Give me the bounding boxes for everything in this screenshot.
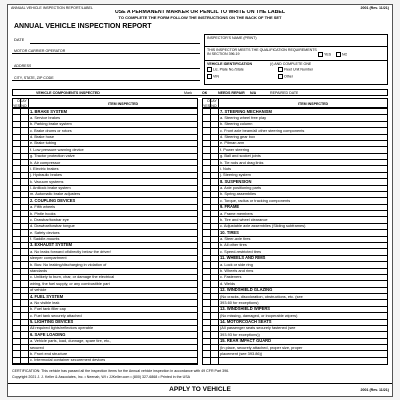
section-heading: 8. SUSPENSION: [220, 178, 252, 184]
mark-cell-no[interactable]: [21, 166, 28, 172]
mark-cell-yes[interactable]: [203, 166, 210, 172]
mark-cell-yes[interactable]: [203, 249, 210, 255]
mark-cell-no[interactable]: [21, 300, 28, 306]
inspection-item: 393.93 for exceptions)): [220, 331, 260, 337]
mark-cell-no[interactable]: [211, 249, 218, 255]
mark-cell-no[interactable]: [211, 345, 218, 351]
inspection-item: standards: [30, 268, 48, 273]
motor-carrier-label: MOTOR CARRIER OPERATOR: [14, 49, 66, 53]
mark-cell-no[interactable]: [211, 115, 218, 121]
mark-cell-no[interactable]: [21, 262, 28, 268]
mark-cell-yes[interactable]: [203, 236, 210, 242]
mark-cell-yes[interactable]: [203, 300, 210, 306]
right-table-header: [202, 98, 388, 108]
mark-cell-yes[interactable]: [203, 128, 210, 134]
inspection-item: b. Pintle hooks: [30, 210, 56, 216]
apply-bar: [8, 383, 392, 397]
section-heading: 1. BRAKE SYSTEM: [30, 108, 68, 114]
mark-cell-yes[interactable]: [13, 357, 20, 363]
mark-cell-yes[interactable]: [13, 223, 20, 229]
option-other[interactable]: [278, 74, 293, 79]
mark-cell-no[interactable]: [21, 325, 28, 331]
inspection-item: i. Electric brakes: [30, 165, 59, 171]
option-vin-label: VIN: [213, 74, 219, 79]
inspection-item: wiring, the fuel supply, or any combustible part: [30, 280, 110, 286]
mark-cell-yes[interactable]: [13, 147, 20, 153]
section-heading: 11. WHEELS AND RIMS: [220, 255, 266, 261]
right-item-head: ITEM INSPECTED: [298, 102, 329, 106]
inspection-item: f. Power steering: [220, 146, 250, 152]
mark-cell-yes[interactable]: [13, 313, 20, 319]
mark-cell-no[interactable]: [211, 198, 218, 204]
right-ok-head: OKAY: [207, 98, 217, 103]
components-label: VEHICLE COMPONENTS INSPECTED: [36, 90, 100, 95]
mark-cell-no[interactable]: [21, 179, 28, 185]
inspection-item: g. Tractor protection valve: [30, 153, 75, 159]
mark-cell-no[interactable]: [211, 351, 218, 357]
inspection-item: k. Vacuum systems: [30, 178, 64, 184]
mark-cell-yes[interactable]: [13, 121, 20, 127]
inspection-item: c. Brake drums or rotors: [30, 127, 72, 133]
mark-cell-no[interactable]: [21, 357, 28, 363]
qualification-yes[interactable]: [318, 52, 331, 57]
mark-cell-yes[interactable]: [203, 268, 210, 274]
mark-cell-yes[interactable]: [203, 274, 210, 280]
mark-cell-no[interactable]: [211, 217, 218, 223]
inspection-item: (All passenger seats securely fastened (see: [220, 325, 296, 331]
form-title: ANNUAL VEHICLE INSPECTION REPORT: [14, 23, 152, 30]
inspection-item: h. Air compressor: [30, 159, 61, 165]
mark-cell-no[interactable]: [21, 345, 28, 351]
mark-cell-yes[interactable]: [13, 128, 20, 134]
option-plate-label: Lic. Plate No./State: [213, 67, 244, 72]
mark-cell-no[interactable]: [211, 172, 218, 178]
inspection-item: c. Speed-restricted tires: [220, 248, 262, 254]
mark-cell-yes[interactable]: [203, 294, 210, 300]
mark-cell-yes[interactable]: [203, 242, 210, 248]
section-heading: 7. STEERING MECHANISM: [220, 108, 272, 114]
mark-cell-no[interactable]: [211, 281, 218, 287]
mark-cell-no[interactable]: [211, 134, 218, 140]
inspection-item: (No missing, damaged, or inoperable wipers): [220, 312, 298, 318]
mark-cell-no[interactable]: [21, 287, 28, 293]
mark-cell-yes[interactable]: [13, 230, 20, 236]
mark-cell-no[interactable]: [21, 121, 28, 127]
mark-cell-no[interactable]: [21, 313, 28, 319]
mark-cell-no[interactable]: [21, 338, 28, 344]
mark-cell-yes[interactable]: [13, 345, 20, 351]
mark-cell-no[interactable]: [21, 217, 28, 223]
section-heading: 4. FUEL SYSTEM: [30, 293, 64, 299]
mark-cell-yes[interactable]: [203, 147, 210, 153]
inspection-item: c. Fasteners: [220, 274, 242, 280]
mark-cell-no[interactable]: [211, 274, 218, 280]
date-field[interactable]: [30, 43, 200, 44]
inspection-item: l. Antilock brake system: [30, 185, 71, 191]
section-heading: 13. WINDSHIELD WIPERS: [220, 306, 271, 312]
mark-cell-no[interactable]: [211, 223, 218, 229]
mark-cell-yes[interactable]: [13, 255, 20, 261]
mark-cell-yes[interactable]: [13, 274, 20, 280]
inspection-item: placement (see 393.86)): [220, 350, 263, 356]
no-label: NO: [21, 103, 27, 108]
inspection-item: e. Safety devices: [30, 229, 60, 235]
mark-cell-no[interactable]: [211, 166, 218, 172]
inspection-item: d. Steering gear box: [220, 134, 256, 140]
inspection-item: e. Pitman arm: [220, 140, 245, 146]
vehicle-id-label: VEHICLE IDENTIFICATION: [207, 62, 253, 66]
yes-label: YES: [13, 103, 21, 108]
left-table-header: [12, 98, 198, 108]
mark-cell-yes[interactable]: [203, 351, 210, 357]
section-heading: 10. TIRES: [220, 229, 239, 235]
inspection-item: d. Drawbar/towbar tongue: [30, 223, 75, 229]
vehicle-id-hint: (/) AND COMPLETE ONE: [270, 62, 312, 66]
mark-cell-yes[interactable]: [203, 281, 210, 287]
inspection-item: sleeper compartment: [30, 255, 67, 261]
mark-cell-no[interactable]: [21, 191, 28, 197]
inspection-form: [7, 4, 393, 397]
mark-cell-no[interactable]: [211, 242, 218, 248]
mark-cell-yes[interactable]: [203, 217, 210, 223]
inspection-item: a. Steering wheel free play: [220, 114, 267, 120]
mark-cell-yes[interactable]: [13, 166, 20, 172]
mark-cell-yes[interactable]: [13, 338, 20, 344]
section-heading: 5. LIGHTING DEVICES: [30, 319, 74, 325]
left-ok-head: OKAY: [17, 98, 27, 103]
mark-cell-yes[interactable]: [13, 153, 20, 159]
mark-cell-no[interactable]: [21, 115, 28, 121]
no-label: NO: [342, 52, 348, 57]
inspection-item: secured: [30, 344, 44, 350]
mark-cell-yes[interactable]: [203, 185, 210, 191]
inspection-item: e. Brake tubing: [30, 140, 57, 146]
mark-cell-yes[interactable]: [203, 121, 210, 127]
inspection-item: All required lights/reflectors operable: [30, 325, 94, 331]
mark-cell-yes[interactable]: [203, 140, 210, 146]
inspection-item: j. Hydraulic brakes: [30, 172, 63, 178]
mark-cell-no[interactable]: [21, 274, 28, 280]
mark-cell-no[interactable]: [211, 128, 218, 134]
mark-cell-no[interactable]: [21, 134, 28, 140]
checkbox-icon: [207, 74, 212, 79]
mark-cell-no[interactable]: [21, 172, 28, 178]
inspection-item: b. All other tires: [220, 242, 247, 248]
legend-na: N/A: [250, 90, 257, 95]
mark-cell-no[interactable]: [21, 147, 28, 153]
inspector-name-field[interactable]: [204, 46, 388, 47]
mark-cell-yes[interactable]: [13, 351, 20, 357]
mark-cell-yes[interactable]: [203, 172, 210, 178]
option-other-label: Other: [284, 74, 293, 79]
mark-cell-no[interactable]: [211, 325, 218, 331]
mark-cell-yes[interactable]: [13, 204, 20, 210]
mark-cell-no[interactable]: [21, 255, 28, 261]
mark-cell-no[interactable]: [211, 300, 218, 306]
section-heading: 2. COUPLING DEVICES: [30, 197, 76, 203]
address-label: ADDRESS: [14, 64, 32, 68]
mark-cell-yes[interactable]: [203, 313, 210, 319]
mark-cell-no[interactable]: [211, 160, 218, 166]
inspection-item: c. Fuel tank securely attached: [30, 312, 82, 318]
mark-cell-yes[interactable]: [203, 191, 210, 197]
mark-cell-yes[interactable]: [203, 134, 210, 140]
section-heading: 9. FRAME: [220, 204, 240, 210]
mark-cell-yes[interactable]: [13, 268, 20, 274]
mark-cell-no[interactable]: [211, 332, 218, 338]
mark-cell-no[interactable]: [21, 211, 28, 217]
section-heading: 6. SAFE LOADING: [30, 331, 66, 337]
mark-cell-yes[interactable]: [203, 223, 210, 229]
checkbox-icon: [278, 74, 283, 79]
qualification-text: THIS INSPECTOR MEETS THE QUALIFICATION REQUIREMENTS IN SECTION 396.19: [207, 48, 317, 57]
legend-ok: OK: [202, 90, 208, 95]
mark-cell-no[interactable]: [21, 306, 28, 312]
inspection-item: b. Front end structure: [30, 350, 68, 356]
mark-cell-no[interactable]: [21, 230, 28, 236]
mark-cell-yes[interactable]: [13, 249, 20, 255]
inspection-item: c. Front axle beam/all other steering components: [220, 127, 305, 133]
mark-cell-yes[interactable]: [13, 325, 20, 331]
mark-cell-no[interactable]: [21, 153, 28, 159]
mark-cell-no[interactable]: [21, 281, 28, 287]
inspection-item: j. Steering system: [220, 172, 251, 178]
mark-cell-yes[interactable]: [13, 179, 20, 185]
row-divider: [202, 357, 388, 358]
mark-cell-no[interactable]: [211, 140, 218, 146]
no-label: NO: [211, 103, 217, 108]
mark-cell-yes[interactable]: [13, 287, 20, 293]
instruction-line-2: TO COMPLETE THE FORM FOLLOW THE INSTRUCTIONS ON THE BACK OF THE SET: [118, 16, 282, 20]
yes-label: YES: [324, 52, 332, 57]
inspection-item: a. No visible leak: [30, 299, 60, 305]
inspection-item: a. Lock or side ring: [220, 261, 253, 267]
inspection-item: c. Unlikely to burn, char, or damage the electrical: [30, 274, 115, 280]
mark-cell-yes[interactable]: [203, 325, 210, 331]
inspector-name-label: INSPECTOR'S NAME (PRINT): [207, 36, 257, 40]
checkbox-icon: [318, 52, 323, 57]
inspection-item: i. Nuts: [220, 165, 232, 171]
section-heading: 12. WINDSHIELD GLAZING: [220, 287, 273, 293]
mark-cell-yes[interactable]: [203, 160, 210, 166]
city-label: CITY, STATE, ZIP CODE: [14, 76, 54, 80]
mark-cell-yes[interactable]: [13, 281, 20, 287]
mark-cell-yes[interactable]: [203, 198, 210, 204]
inspection-item: g. Ball and socket joints: [220, 153, 261, 159]
section-heading: 14. MOTORCOACH SEATS: [220, 319, 272, 325]
date-label: DATE: [14, 38, 25, 42]
inspection-item: a. No leaks forward of/directly below the driver/: [30, 248, 111, 254]
mark-cell-no[interactable]: [211, 153, 218, 159]
inspection-item: b. Tire and wheel clearance: [220, 216, 268, 222]
certification-text: CERTIFICATION: This vehicle has passed all the inspection items for the Annual vehicle inspection in accordance with 49 CFR Part 396.: [12, 369, 230, 373]
mark-cell-yes[interactable]: [13, 306, 20, 312]
mark-cell-no[interactable]: [211, 211, 218, 217]
instruction-line-1: USE A PERMANENT MARKER OR PENCIL TO WRITE ON THE LABEL: [114, 10, 286, 15]
mark-cell-no[interactable]: [211, 294, 218, 300]
inspection-item: c. Intermodal container securement devices: [30, 357, 106, 363]
inspection-item: c. Torque, radius or tracking components: [220, 197, 291, 203]
inspection-item: c. Adjustable axle assemblies (Sliding subframes): [220, 223, 306, 229]
inspection-item: f. Saddle-mounts: [30, 236, 60, 242]
mark-cell-no[interactable]: [211, 313, 218, 319]
mark-cell-no[interactable]: [211, 262, 218, 268]
option-vin[interactable]: [207, 74, 219, 79]
mark-cell-yes[interactable]: [13, 160, 20, 166]
mark-cell-no[interactable]: [21, 236, 28, 242]
inspection-item: a. Service brakes: [30, 114, 61, 120]
mark-cell-no[interactable]: [211, 121, 218, 127]
inspection-item: b. Steering column: [220, 121, 253, 127]
mark-cell-yes[interactable]: [13, 115, 20, 121]
mark-cell-yes[interactable]: [13, 262, 20, 268]
inspection-item: b. Wheels and rims: [220, 268, 254, 273]
mark-cell-yes[interactable]: [13, 172, 20, 178]
inspection-item: f. Low pressure warning device: [30, 146, 84, 152]
form-code-top: 2001 (Rev. 11/21): [360, 6, 389, 10]
option-plate[interactable]: [207, 67, 244, 72]
mark-label: Mark: [184, 90, 192, 95]
inspection-item: b. Spring assemblies: [220, 191, 257, 197]
mark-cell-no[interactable]: [21, 351, 28, 357]
mark-cell-no[interactable]: [21, 223, 28, 229]
inspection-item: a. Vehicle parts, load, dunnage, spare tire, etc.,: [30, 338, 112, 344]
mark-cell-yes[interactable]: [13, 300, 20, 306]
checkbox-icon: [336, 52, 341, 57]
mark-cell-no[interactable]: [21, 140, 28, 146]
mark-cell-yes[interactable]: [203, 153, 210, 159]
apply-label: APPLY TO VEHICLE: [169, 386, 231, 393]
mark-cell-no[interactable]: [21, 204, 28, 210]
mark-cell-yes[interactable]: [13, 211, 20, 217]
mark-cell-no[interactable]: [211, 268, 218, 274]
mark-cell-yes[interactable]: [13, 185, 20, 191]
yes-label: YES: [203, 103, 211, 108]
inspection-item: a. Fifth wheels: [30, 204, 56, 210]
checkbox-icon: [207, 67, 212, 72]
qualification-no[interactable]: [336, 52, 347, 57]
mark-cell-yes[interactable]: [13, 134, 20, 140]
option-fleet[interactable]: [278, 67, 313, 72]
mark-cell-no[interactable]: [211, 236, 218, 242]
mark-cell-no[interactable]: [21, 268, 28, 274]
section-heading: 3. EXHAUST SYSTEM: [30, 242, 73, 248]
mark-cell-no[interactable]: [21, 128, 28, 134]
mark-cell-yes[interactable]: [203, 262, 210, 268]
inspection-item: (In place, securely attached, proper size, proper: [220, 344, 303, 350]
inspection-item: a. Axle positioning parts: [220, 185, 262, 191]
address-field[interactable]: [12, 68, 200, 69]
inspection-item: d. Brake hose: [30, 134, 55, 140]
section-heading: 15. REAR IMPACT GUARD: [220, 338, 272, 344]
mark-cell-no[interactable]: [211, 147, 218, 153]
inspection-item: b. Fuel tank filler cap: [30, 306, 66, 312]
row-divider: [12, 363, 198, 364]
mark-cell-yes[interactable]: [13, 191, 20, 197]
option-fleet-label: Fleet Unit Number: [284, 67, 314, 72]
inspection-item: 393.60 for exceptions): [220, 299, 259, 305]
legend-needs-repair: NEEDS REPAIR: [218, 90, 245, 95]
form-top-label: ANNUAL VEHICLE INSPECTION REPORT/LABEL: [11, 6, 93, 10]
inspection-item: h. Tie rods and drag links: [220, 159, 264, 165]
mark-cell-yes[interactable]: [13, 217, 20, 223]
divider: [204, 60, 388, 61]
left-item-head: ITEM INSPECTED: [108, 102, 139, 106]
inspection-item: of vehicle: [30, 287, 47, 293]
mark-cell-no[interactable]: [21, 185, 28, 191]
inspection-item: b. Bus: No leaking/discharging in violation of: [30, 261, 107, 267]
mark-cell-no[interactable]: [21, 160, 28, 166]
mark-cell-yes[interactable]: [203, 332, 210, 338]
mark-cell-yes[interactable]: [13, 236, 20, 242]
inspection-item: m. Automatic brake adjusters: [30, 191, 81, 197]
copyright-text: Copyright 2021 J. J. Keller & Associates, Inc. • Neenah, WI • JJKeller.com • (800) 327-6868 • Printed in the USA: [12, 375, 191, 379]
inspection-item: a. Steer-axle tires: [220, 236, 251, 242]
mark-cell-yes[interactable]: [203, 115, 210, 121]
checkbox-icon: [278, 67, 283, 72]
inspection-item: (No cracks, discoloration, obstructions, etc. (see: [220, 293, 303, 299]
inspection-item: d. Welds: [220, 280, 236, 286]
inspection-item: c. Drawbar/towbar eye: [30, 216, 69, 222]
mark-cell-yes[interactable]: [203, 345, 210, 351]
mark-cell-no[interactable]: [21, 249, 28, 255]
inspection-item: a. Frame members: [220, 210, 253, 216]
legend-repaired: REPAIRED DATE: [270, 90, 299, 95]
mark-cell-yes[interactable]: [203, 211, 210, 217]
inspection-item: b. Parking brake system: [30, 121, 72, 127]
mark-cell-yes[interactable]: [13, 140, 20, 146]
form-code-bottom: 2001 (Rev. 11/21): [360, 388, 389, 392]
mark-cell-no[interactable]: [211, 191, 218, 197]
mark-cell-no[interactable]: [211, 185, 218, 191]
